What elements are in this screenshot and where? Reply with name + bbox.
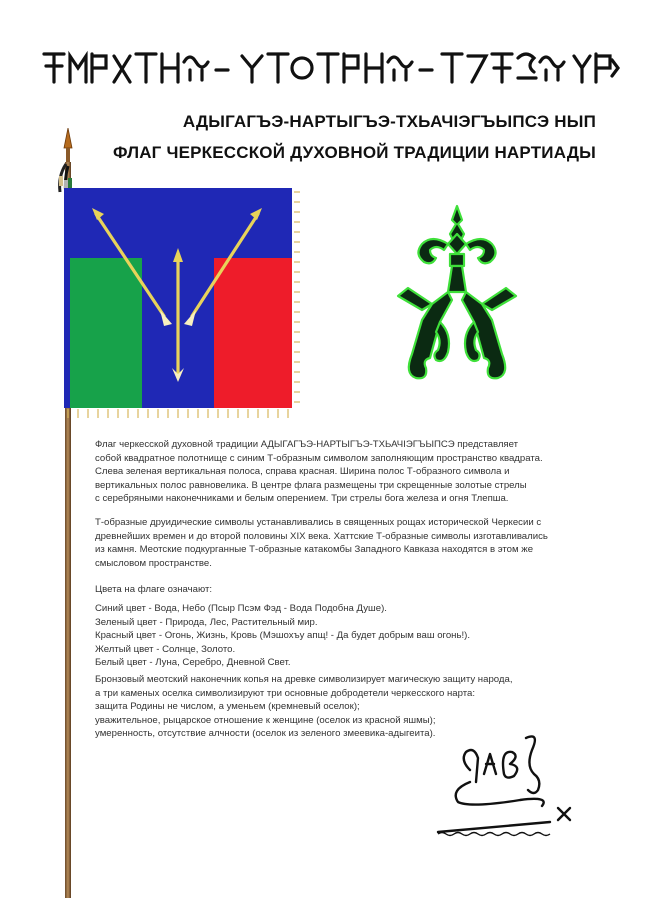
text-line: смысловом пространстве.: [95, 557, 212, 569]
title-russian: ФЛАГ ЧЕРКЕССКОЙ ДУХОВНОЙ ТРАДИЦИИ НАРТИАДЫ: [113, 143, 596, 162]
text-line: защита Родины не числом, а уменьем (кремневый оселок);: [95, 701, 360, 713]
list-item: Зеленый цвет - Природа, Лес, Растительный мир.: [95, 616, 318, 628]
text-line: а три каменых оселка символизируют три основные добродетели черкесского нарта:: [95, 687, 476, 699]
list-item: Белый цвет - Луна, Серебро, Дневной Свет.: [95, 657, 291, 669]
text-line: древнейших времен и до второй половины XIX века. Хаттские Т-образные символы изготавливались: [95, 530, 548, 542]
list-item: Желтый цвет - Солнце, Золото.: [95, 643, 236, 655]
colors-heading: Цвета на флаге означают:: [95, 584, 213, 595]
text-line: Т-образные друидические символы устанавливались в священных рощах исторической Черкесии с: [95, 517, 542, 528]
text-line: вертикальных полос равновелика. В центре флага размещены три скрещенные золотые стрелы: [95, 479, 527, 491]
description-paragraph: [95, 438, 590, 506]
text-line: Слева зеленая вертикальная полоса, справа красная. Ширина полос Т-образного символа и: [95, 466, 510, 478]
title-adyghe: АДЫГАГЪЭ-НАРТЫГЪЭ-ТХЬАЧIЭГЪЫПСЭ НЫП: [182, 112, 596, 131]
text-line: собой квадратное полотнище с синим Т-образным символом заполняющим пространство квадрата.: [95, 452, 543, 464]
text-line: умеренность, отсутствие алчности (оселок из зеленого змеевика-адыгеита).: [95, 728, 436, 740]
signature: [430, 730, 590, 840]
runic-title: [40, 48, 620, 88]
nartiada-emblem-icon: [392, 204, 522, 382]
text-line: уважительное, рыцарское отношение к женщине (оселок из красной яшмы);: [95, 714, 436, 726]
list-item: Синий цвет - Вода, Небо (Псыр Псэм Фэд - Вода Подобна Душе).: [95, 603, 387, 614]
history-paragraph: [95, 516, 590, 570]
text-line: с серебряными наконечниками и белым оперением. Три стрелы бога железа и огня Тлепша.: [95, 493, 509, 505]
colors-list: [95, 602, 590, 670]
text-line: Бронзовый меотский наконечник копья на древке символизирует магическую защиту народа,: [95, 674, 513, 685]
circassian-flag: [64, 188, 300, 420]
spearhead-icon: [64, 128, 72, 148]
list-item: Красный цвет - Огонь, Жизнь, Кровь (Мэшохъу апщ! - Да будет добрым ваш огонь!).: [95, 630, 470, 642]
text-line: Флаг черкесской духовной традиции АДЫГАГЪЭ-НАРТЫГЪЭ-ТХЬАЧIЭГЪЫПСЭ представляет: [95, 439, 519, 450]
text-line: из камня. Меотские подкурганные Т-образные катакомбы Западного Кавказа находятся в этом же: [95, 544, 534, 556]
